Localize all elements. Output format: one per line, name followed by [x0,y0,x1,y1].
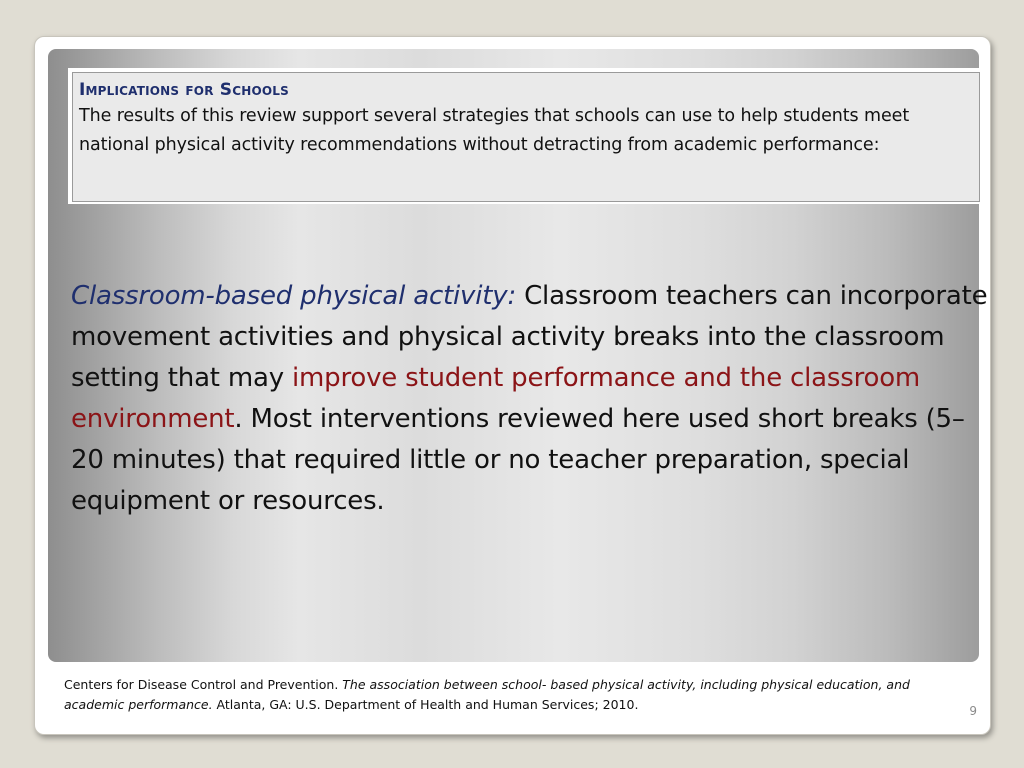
body-lead: Classroom-based physical activity [71,281,508,311]
page-number: 9 [969,704,977,718]
body-highlight: improve student performance and the classroom environment [71,363,921,434]
slide-title: Implications for Schools [79,80,289,100]
citation-author: Centers for Disease Control and Prevention. [64,677,343,692]
citation [64,675,964,715]
body-colon: : [507,281,517,311]
content-panel [48,49,988,662]
citation-publisher: Atlanta, GA: U.S. Department of Health and Human Services; 2010. [212,697,639,712]
citation-title: The association between school- based physical activity, including physical education, and academic performance. [64,677,910,712]
body-paragraph [71,276,991,522]
body-text-1: Classroom teachers can incorporate movement activities and physical activity breaks into the classroom setting that may [71,281,988,393]
intro-text: The results of this review support several strategies that schools can use to help students meet national physical activity recommendations without detracting from academic performance: [79,106,910,155]
slide [34,36,991,735]
header-inner [72,72,980,202]
body-text-2: . Most interventions reviewed here used short breaks (5–20 minutes) that required little or no teacher preparation, special equipment or resources. [71,404,965,516]
header-box [68,68,981,204]
